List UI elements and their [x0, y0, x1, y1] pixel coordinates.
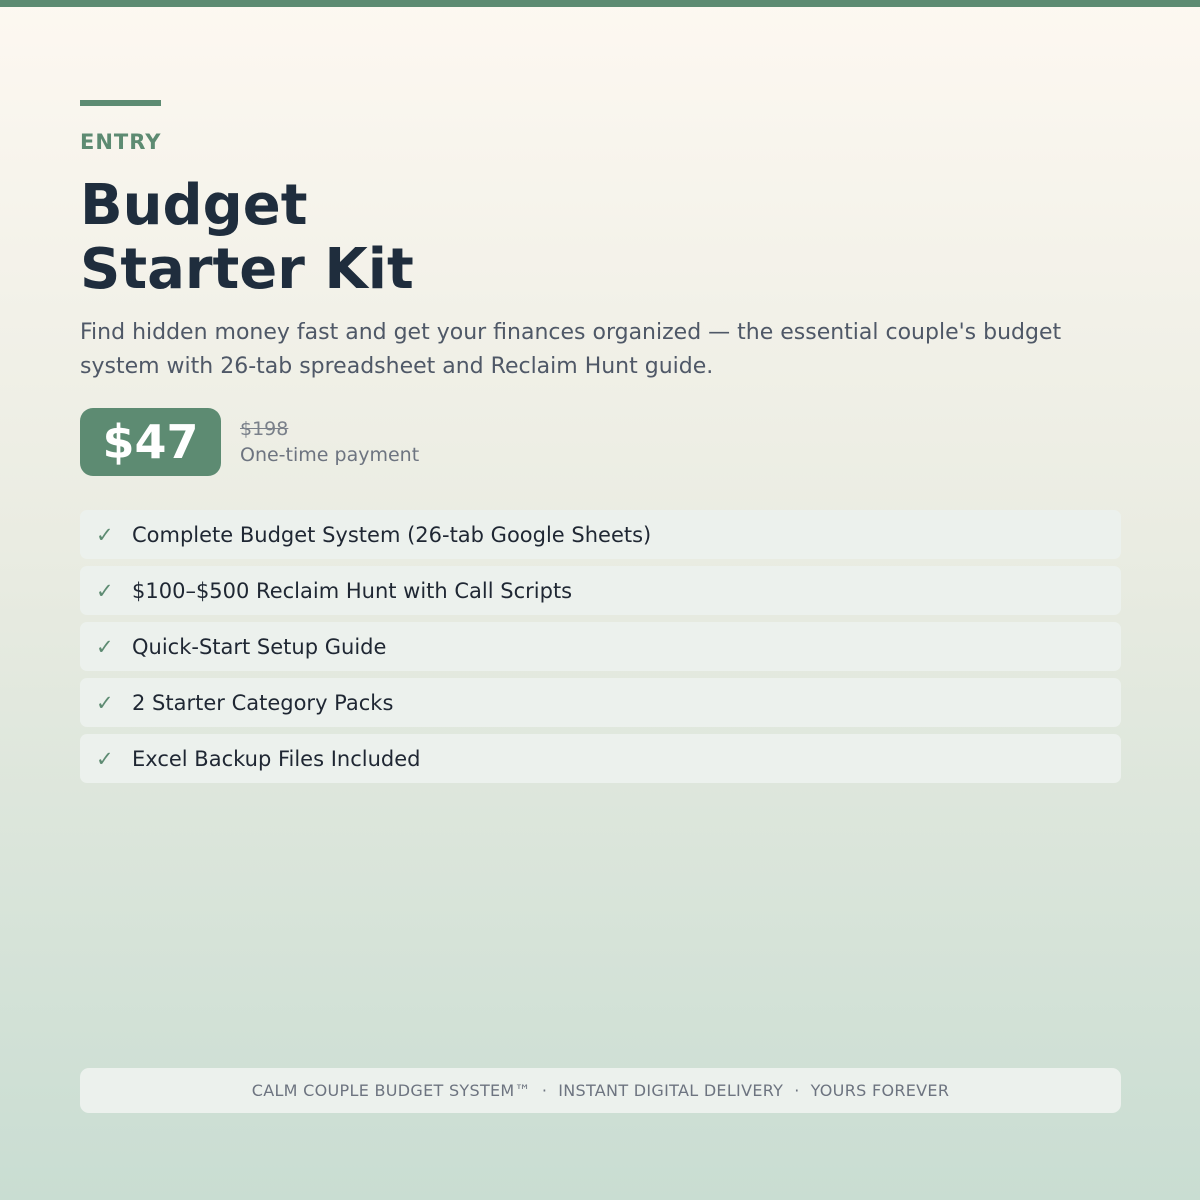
- tier-label: ENTRY: [80, 130, 162, 154]
- footer-ownership: YOURS FOREVER: [810, 1081, 950, 1100]
- feature-item: [80, 510, 1121, 559]
- feature-label: Quick-Start Setup Guide: [132, 634, 387, 659]
- original-price: $198: [240, 418, 289, 440]
- footer-separator: ·: [541, 1081, 548, 1100]
- payment-note: One-time payment: [240, 444, 420, 466]
- feature-item: [80, 622, 1121, 671]
- feature-item: [80, 678, 1121, 727]
- footer-bar: [80, 1068, 1121, 1113]
- feature-label: $100–$500 Reclaim Hunt with Call Scripts: [132, 578, 573, 603]
- check-icon: ✓: [96, 634, 114, 659]
- accent-rule: [80, 100, 161, 106]
- product-title-line-2: Starter Kit: [80, 237, 414, 302]
- top-accent-bar: [0, 0, 1200, 7]
- feature-item: [80, 566, 1121, 615]
- footer-delivery: INSTANT DIGITAL DELIVERY: [558, 1081, 784, 1100]
- footer-separator: ·: [794, 1081, 800, 1100]
- product-description: Find hidden money fast and get your finances organized — the essential couple's budget system with 26-tab spreadsheet and Reclaim Hunt guide.: [80, 320, 1062, 379]
- check-icon: ✓: [96, 578, 114, 603]
- product-card: [80, 100, 1121, 799]
- product-title-line-1: Budget: [80, 173, 308, 238]
- feature-label: Complete Budget System (26-tab Google Sheets): [132, 522, 652, 547]
- feature-label: Excel Backup Files Included: [132, 746, 421, 771]
- feature-list: [80, 510, 1121, 783]
- footer-brand: CALM COUPLE BUDGET SYSTEM™: [251, 1081, 531, 1100]
- feature-label: 2 Starter Category Packs: [132, 690, 394, 715]
- price-row: [80, 408, 1121, 476]
- check-icon: ✓: [96, 746, 114, 771]
- price-badge: $47: [80, 408, 221, 476]
- product-title: [80, 174, 1121, 302]
- check-icon: ✓: [96, 690, 114, 715]
- price-meta: [240, 416, 419, 468]
- feature-item: [80, 734, 1121, 783]
- check-icon: ✓: [96, 522, 114, 547]
